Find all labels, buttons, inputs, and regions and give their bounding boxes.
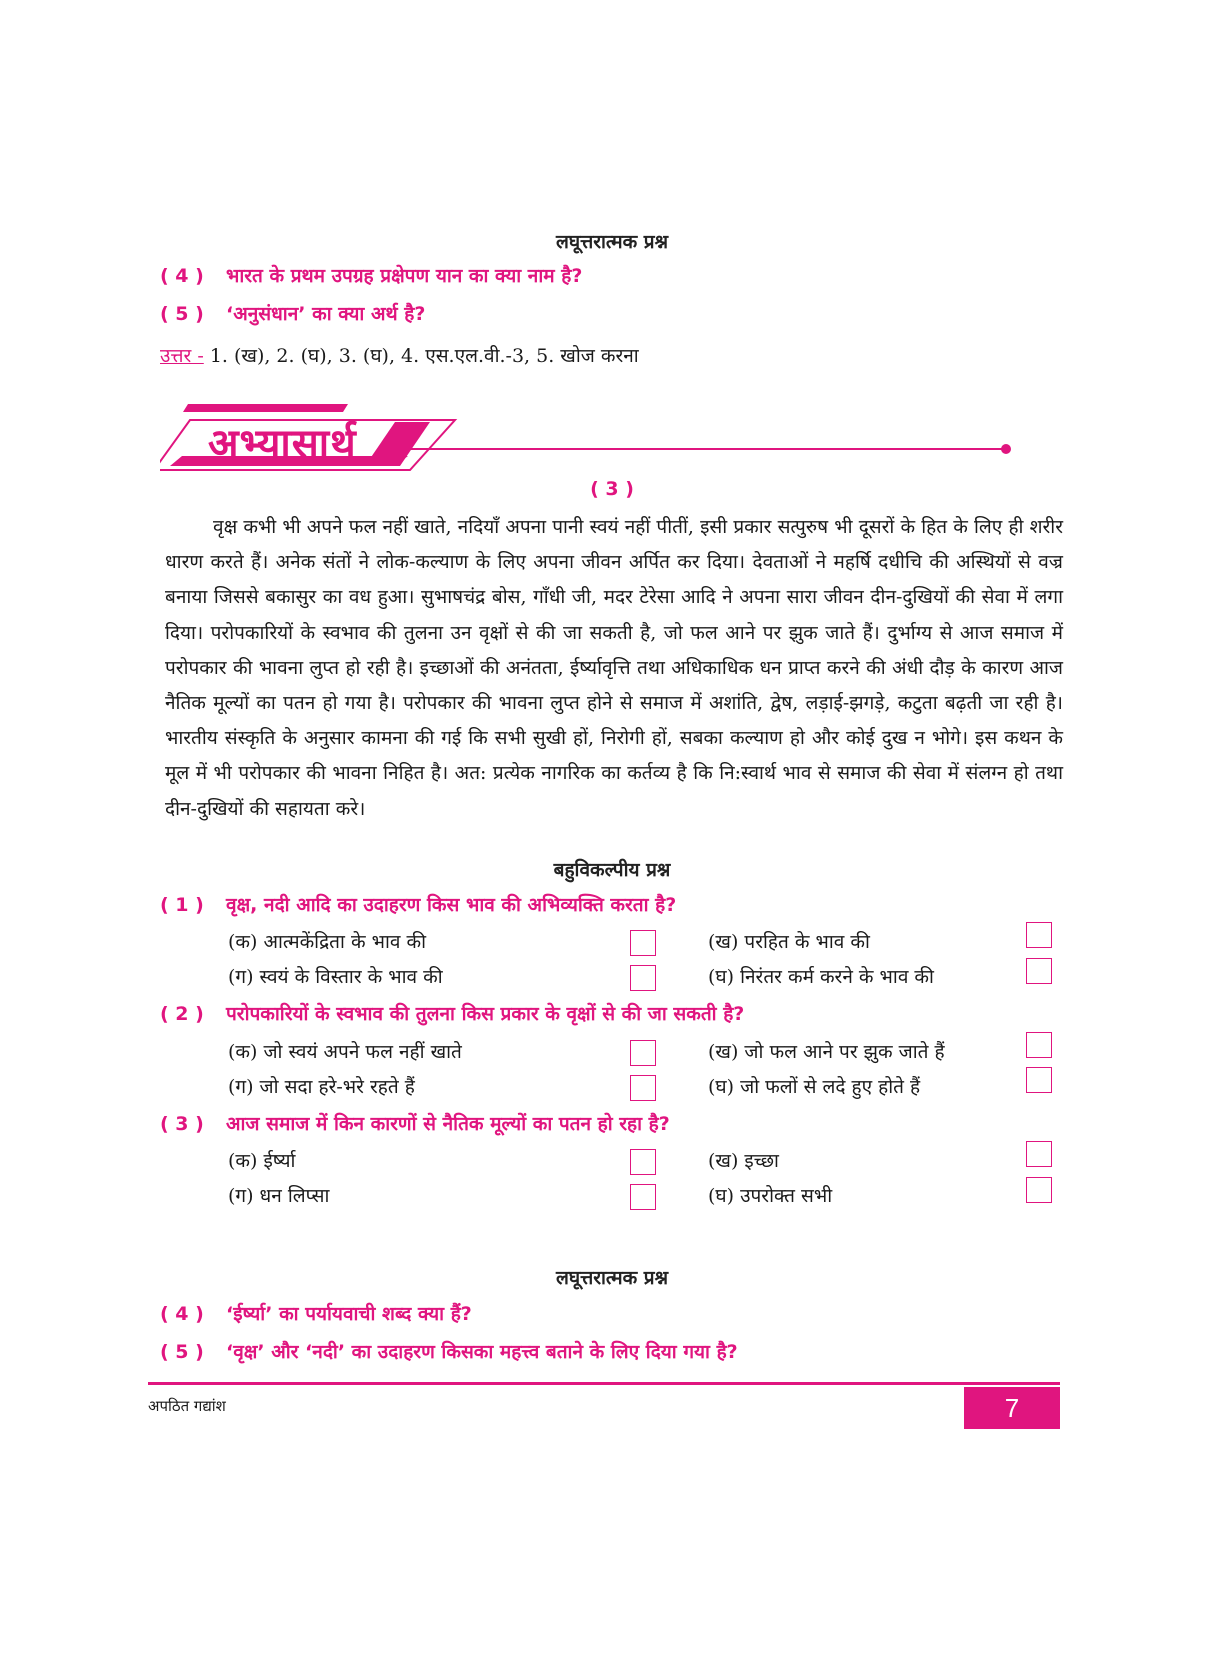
question-number: ( 3 )	[160, 1113, 204, 1135]
short-question-4	[160, 1300, 472, 1326]
question-text: ‘अनुसंधान’ का क्या अर्थ है?	[226, 303, 426, 325]
option-ka: (क) ईर्ष्या	[228, 1150, 296, 1172]
question-text: आज समाज में किन कारणों से नैतिक मूल्यों का पतन हो रहा है?	[226, 1113, 670, 1135]
answer-checkbox[interactable]	[630, 965, 656, 991]
option-kha: (ख) जो फल आने पर झुक जाते हैं	[708, 1041, 945, 1063]
answer-checkbox[interactable]	[630, 1149, 656, 1175]
question-number: ( 5 )	[160, 1341, 204, 1363]
answer-checkbox[interactable]	[630, 930, 656, 956]
answer-key	[160, 342, 639, 368]
short-answer-heading-top: लघूत्तरात्मक प्रश्न	[555, 231, 669, 253]
passage-number: ( 3 )	[590, 478, 634, 500]
option-ga: (ग) धन लिप्सा	[228, 1185, 330, 1207]
question-number: ( 2 )	[160, 1003, 204, 1025]
answer-label: उत्तर -	[160, 345, 204, 367]
option-ka: (क) जो स्वयं अपने फल नहीं खाते	[228, 1041, 462, 1063]
question-number: ( 4 )	[160, 1303, 204, 1325]
question-text: ‘वृक्ष’ और ‘नदी’ का उदाहरण किसका महत्त्व बताने के लिए दिया गया है?	[226, 1341, 738, 1363]
mcq-question-3	[160, 1110, 670, 1136]
footer-title: अपठित गद्यांश	[148, 1397, 226, 1415]
option-ka: (क) आत्मकेंद्रिता के भाव की	[228, 931, 426, 953]
option-ga: (ग) जो सदा हरे-भरे रहते हैं	[228, 1076, 415, 1098]
mcq-question-1	[160, 891, 676, 917]
question-5-top	[160, 300, 425, 326]
answer-checkbox[interactable]	[1026, 1141, 1052, 1167]
answer-checkbox[interactable]	[630, 1184, 656, 1210]
short-question-5	[160, 1338, 738, 1364]
mcq-heading: बहुविकल्पीय प्रश्न	[553, 859, 671, 881]
answer-checkbox[interactable]	[630, 1040, 656, 1066]
question-number: ( 4 )	[160, 265, 204, 287]
answer-checkbox[interactable]	[1026, 1177, 1052, 1203]
question-number: ( 5 )	[160, 303, 204, 325]
question-4-top	[160, 262, 582, 288]
mcq-question-2	[160, 1000, 744, 1026]
answer-checkbox[interactable]	[1026, 1067, 1052, 1093]
page-number: 7	[964, 1387, 1060, 1429]
option-ga: (ग) स्वयं के विस्तार के भाव की	[228, 966, 443, 988]
question-text: भारत के प्रथम उपग्रह प्रक्षेपण यान का क्या नाम है?	[226, 265, 583, 287]
answer-text: 1. (ख), 2. (घ), 3. (घ), 4. एस.एल.वी.-3, 5. खोज करना	[203, 345, 639, 367]
option-kha: (ख) इच्छा	[708, 1150, 779, 1172]
option-kha: (ख) परहित के भाव की	[708, 931, 870, 953]
option-gha: (घ) उपरोक्त सभी	[708, 1185, 833, 1207]
banner-title: अभ्यासार्थ	[208, 420, 357, 467]
question-number: ( 1 )	[160, 894, 204, 916]
short-answer-heading: लघूत्तरात्मक प्रश्न	[555, 1267, 669, 1289]
footer-rule	[148, 1382, 1060, 1385]
answer-checkbox[interactable]	[630, 1075, 656, 1101]
question-text: ‘ईर्ष्या’ का पर्यायवाची शब्द क्या हैं?	[226, 1303, 472, 1325]
passage-text: वृक्ष कभी भी अपने फल नहीं खाते, नदियाँ अपना पानी स्वयं नहीं पीतीं, इसी प्रकार सत्पुरुष भी दूसरों के हित के लिए ही शरीर धारण करते हैं। अनेक संतों ने लोक-कल्याण के लिए अपना जीवन अर्पित कर दिया। देवताओं ने महर्षि दधीचि की अस्थियों से वज्र बनाया जिससे बकासुर का वध हुआ। सुभाषचंद्र बोस, गाँधी जी, मदर टेरेसा आदि ने अपना सारा जीवन दीन-दुखियों की सेवा में लगा दिया। परोपकारियों के स्वभाव की तुलना उन वृक्षों से की जा सकती है, जो फल आने पर झुक जाते हैं। दुर्भाग्य से आज समाज में परोपकार की भावना लुप्त हो रही है। इच्छाओं की अनंतता, ईर्ष्यावृत्ति तथा अधिकाधिक धन प्राप्त करने की अंधी दौड़ के कारण आज नैतिक मूल्यों का पतन हो गया है। परोपकार की भावना लुप्त होने से समाज में अशांति, द्वेष, लड़ाई-झगड़े, कटुता बढ़ती जा रही है। भारतीय संस्कृति के अनुसार कामना की गई कि सभी सुखी हों, निरोगी हों, सबका कल्याण हो और कोई दुख न भोगे। इस कथन के मूल में भी परोपकार की भावना निहित है। अत: प्रत्येक नागरिक का कर्तव्य है कि नि:स्वार्थ भाव से समाज की सेवा में संलग्न हो तथा दीन-दुखियों की सहायता करे।	[165, 516, 1063, 820]
answer-checkbox[interactable]	[1026, 958, 1052, 984]
answer-checkbox[interactable]	[1026, 1032, 1052, 1058]
question-text: परोपकारियों के स्वभाव की तुलना किस प्रकार के वृक्षों से की जा सकती है?	[226, 1003, 745, 1025]
option-gha: (घ) निरंतर कर्म करने के भाव की	[708, 966, 934, 988]
answer-checkbox[interactable]	[1026, 922, 1052, 948]
question-text: वृक्ष, नदी आदि का उदाहरण किस भाव की अभिव्यक्ति करता है?	[226, 894, 677, 916]
option-gha: (घ) जो फलों से लदे हुए होते हैं	[708, 1076, 921, 1098]
